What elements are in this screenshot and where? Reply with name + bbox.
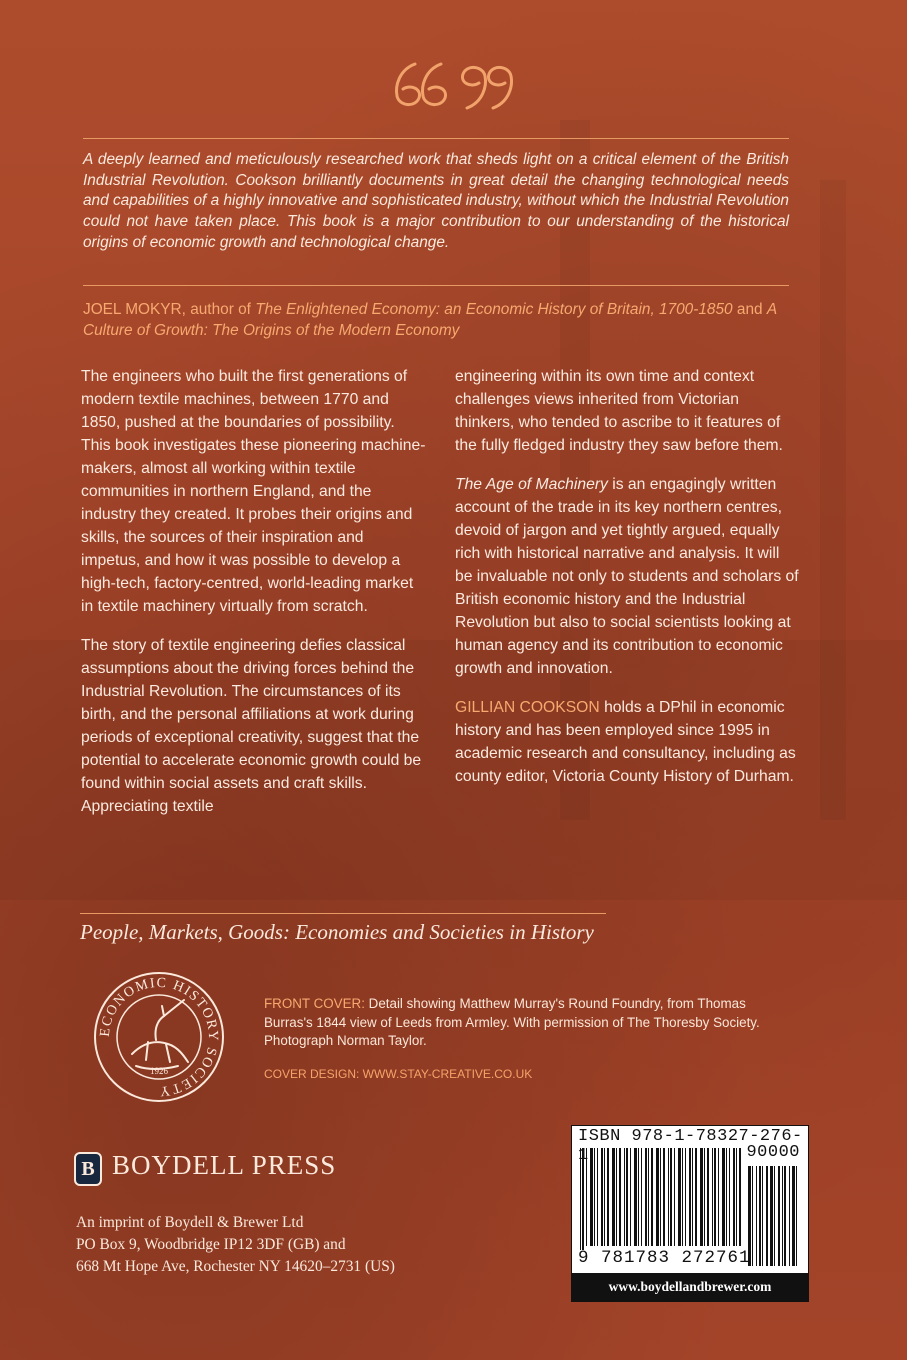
ean-digits: 9 781783 272761 (578, 1248, 751, 1268)
boydell-logo-icon: B (74, 1152, 102, 1186)
barcode-bar (759, 1166, 761, 1266)
review-quote: A deeply learned and meticulously researched work that sheds light on a critical element of the British Industrial Revolution. Cookson brilliantly documents in great detail the changing technological needs and capabilities of a highly innovative and sophisticated industry, without which the Industrial Revolution could not have taken place. This book is a major contribution to our understanding of the historical origins of economic growth and technological change. (83, 151, 789, 251)
isbn-number: ISBN 978-1-78327-276-1 (578, 1127, 803, 1165)
barcode-bar (770, 1166, 773, 1266)
series-title: People, Markets, Goods: Economies and Societies in History (80, 920, 594, 944)
publisher-website: www.boydellandbrewer.com (572, 1273, 808, 1301)
barcode-bar (756, 1166, 757, 1266)
blurb-paragraph: The engineers who built the first generations of modern textile machines, between 1770 and 1850, pushed at the boundaries of possibility. This book investigates these pioneering machine-makers, almost all working within textile communities in northern England, and the industry they created. It probes their origins and skills, the sources of their inspiration and impetus, and how it was possible to develop a high-tech, factory-centred, world-leading market in textile machinery virtually from scratch. (81, 368, 426, 615)
publisher-address: An imprint of Boydell & Brewer Ltd PO Box 9, Woodbridge IP12 3DF (GB) and 668 Mt Hope Ave, Rochester NY 14620–2731 (US) (76, 1214, 395, 1275)
blurb-paragraph: The Age of Machinery is an engagingly written account of the trade in its key northern centres, devoid of jargon and yet tightly argued, equally rich with historical narrative and analysis. It will be invaluable not only to students and scholars of British economic history and the Industrial Revolution but also to social scientists looking at human agency and its contribution to economic growth and innovation. (455, 476, 799, 677)
divider-rule (80, 913, 606, 914)
divider-rule (83, 285, 789, 286)
blurb-paragraph: The story of textile engineering defies classical assumptions about the driving forces behind the Industrial Revolution. The circumstances of its birth, and the personal affiliations at work during periods of exceptional creativity, suggest that the potential to accelerate economic growth could be found within social assets and craft skills. Appreciating textile (81, 637, 422, 815)
book-title: The Age of Machinery (455, 476, 608, 493)
blurb-paragraph: engineering within its own time and context challenges views inherited from Victorian thinkers, who tended to ascribe to it features of the fully fledged industry they saw before them. (455, 368, 783, 454)
publisher-name: BOYDELL PRESS (112, 1150, 337, 1180)
reviewer-attribution: JOEL MOKYR, author of The Enlightened Economy: an Economic History of Britain, 1700-1850 and A Culture of Growth: The Origins of the Modern Economy (83, 301, 777, 339)
divider-rule (83, 138, 789, 139)
barcode-bar (784, 1166, 786, 1266)
price-code: 90000 (746, 1143, 800, 1162)
barcode-bar (774, 1166, 775, 1266)
barcode-bar (789, 1166, 790, 1266)
cover-credits: FRONT COVER: Detail showing Matthew Murray's Round Foundry, from Thomas Burras's 1844 view of Leeds from Armley. With permission of The Thoresby Society. Photograph Norman Taylor. (264, 996, 760, 1048)
seal-text: ECONOMIC HISTORY SOCIETY (97, 975, 221, 1099)
barcode-bar (752, 1166, 753, 1266)
economic-history-society-seal (92, 970, 226, 1104)
barcode-bar (792, 1166, 795, 1266)
cover-design-credit: COVER DESIGN: WWW.STAY-CREATIVE.CO.UK (264, 1067, 533, 1081)
barcode-bar (766, 1166, 768, 1266)
reviewer-name: JOEL MOKYR (83, 301, 182, 318)
reviewer-book-title: The Enlightened Economy: an Economic History of Britain, 1700-1850 (255, 301, 733, 318)
barcode-bar (762, 1166, 763, 1266)
front-cover-label: FRONT COVER: (264, 996, 365, 1011)
barcode-bar (796, 1166, 797, 1266)
author-bio: GILLIAN COOKSON holds a DPhil in economic history and has been employed since 1995 in academic research and consultancy, including as county editor, Victoria County History of Durham. (455, 699, 796, 785)
blurb-column-left (81, 365, 426, 834)
author-name: GILLIAN COOKSON (455, 699, 600, 716)
st-george-dragon-icon (132, 1000, 188, 1069)
seal-year: 1926 (150, 1066, 168, 1076)
barcode-bar (778, 1166, 780, 1266)
blurb-column-right (455, 365, 800, 804)
reviewer-book-title: A Culture of Growth: The Origins of the Modern Economy (83, 301, 777, 339)
quote-mark-icon (0, 56, 907, 116)
barcode-block (571, 1125, 809, 1302)
barcode-bar (782, 1166, 783, 1266)
